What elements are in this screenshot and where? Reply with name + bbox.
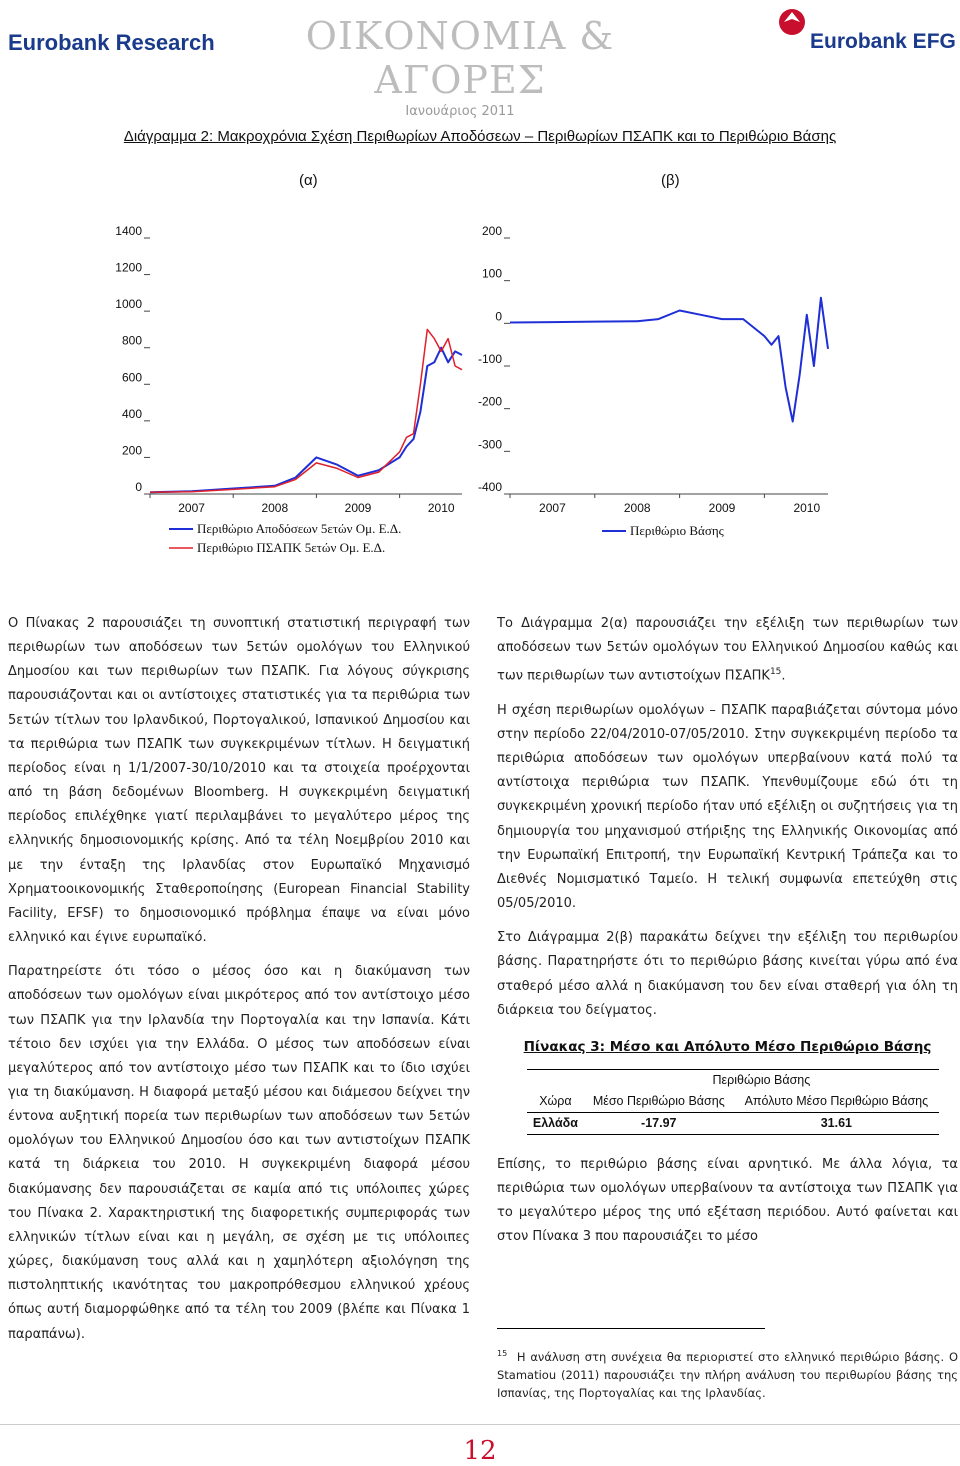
y-tick-label: -200: [477, 394, 502, 409]
newsletter-header: [225, 14, 695, 119]
eurobank-research-logo: Eurobank Research: [8, 30, 215, 55]
x-tick-label: 2010: [427, 501, 455, 512]
legend-a: [165, 518, 465, 562]
footer-rule: [0, 1424, 960, 1425]
x-tick-label: 2008: [261, 501, 289, 512]
y-tick-label: 400: [121, 406, 142, 421]
eurobank-efg-logo: [778, 8, 958, 68]
legend-label-yield-spread: Περιθώριο Αποδόσεων 5ετών Ομ. Ε.Δ.: [197, 521, 402, 536]
legend-b: [598, 518, 798, 542]
table-cell-country: Ελλάδα: [527, 1112, 584, 1134]
page-number: 12: [463, 1436, 497, 1466]
right-paragraph-2: Η σχέση περιθωρίων ομολόγων – ΠΣΑΠΚ παραβιάζεται σύντομα μόνο στην περίοδο 22/04/2010-07/05/2010. Στην συγκεκριμένη περίοδο τα περιθώρια αποδόσεων των ομολόγων υπερβαίνουν κατά πολύ τα αντίστοιχα περιθώρια των ΠΣΑΠΚ. Υπενθυμίζουμε εδώ ότι τη συγκεκριμένη χρονική περίοδο ήταν υπό εξέλιξη οι συζητήσεις για τη δημιουργία του μηχανισμού στήριξης της Ελληνικής Οικονομίας από την Ευρωπαϊκή Επιτροπή, την Ευρωπαϊκή Κεντρική Τράπεζα και το Διεθνές Νομισματικό Ταμείο. Η τελική συμφωνία επετεύχθη στις 05/05/2010.: [497, 702, 958, 912]
table-row: [527, 1112, 939, 1134]
y-tick-label: -400: [477, 480, 502, 494]
y-tick-label: 200: [481, 224, 502, 238]
figure-label-b: (β): [661, 172, 680, 189]
right-text-column: [497, 612, 958, 1260]
x-tick-label: 2008: [623, 501, 651, 512]
y-tick-label: 200: [121, 443, 142, 458]
footnote-rule: [497, 1328, 765, 1329]
left-paragraph-2: Παρατηρείστε ότι τόσο ο μέσος όσο και η διακύμανση των αποδόσεων των ομολόγων είναι μικρότερος από τον αντίστοιχο μέσο των ΠΣΑΠΚ για την Ιρλανδία την Πορτογαλία και την Ισπανία. Κάτι τέτοιο δεν ισχύει για την Ελλάδα. Ο μέσος των αποδόσεων είναι μεγαλύτερος από τον αντίστοιχο μέσο των ΠΣΑΠΚ και το ίδιο ισχύει για τη διακύμανση. Η διαφορά μεταξύ μέσου και διάμεσου δείχνει την έντονα αυξητική πορεία των περιθωρίων των αποδόσεων των 5ετών ομολόγων του Ελληνικού Δημοσίου όσο και των αντιστοίχων ΠΣΑΠΚ κατά τη διάρκεια του 2010. Η συγκεκριμένη διαφορά μέσου διακύμανσης δεν παρουσιάζεται σε καμία από τις υπόλοιπες χώρες του Πίνακα 2. Χαρακτηριστική της διαφορετικής συμπεριφοράς των ελληνικών τίτλων είναι και η μεγάλη, σε σχέση με τις υπόλοιπες χώρες, διακύμανση τους αλλά και η χαμηλότερη αξιολόγηση της πιστοληπτικής ικανότητας του μακροπρόθεσμου ελληνικού χρέους όπως αυτή διαμορφώθηκε από τα τέλη του 2009 (βλέπε και Πίνακα 1 παραπάνω).: [8, 964, 470, 1342]
x-tick-label: 2007: [539, 501, 566, 512]
x-tick-label: 2009: [708, 501, 736, 512]
table-header-abs-mean: Απόλυτο Μέσο Περιθώριο Βάσης: [744, 1093, 929, 1108]
series-line-1-0: [510, 298, 828, 422]
y-tick-label: 0: [135, 480, 142, 494]
chart-b-basis: [470, 222, 840, 512]
right-paragraph-1-text: Το Διάγραμμα 2(α) παρουσιάζει την εξέλιξη των περιθωρίων των αποδόσεων των 5ετών ομολόγων του Ελληνικού Δημοσίου καθώς και των περιθωρίων των αντιστοίχων ΠΣΑΠΚ: [497, 616, 958, 684]
footnote-text: Η ανάλυση στη συνέχεια θα περιοριστεί στο ελληνικό περιθώριο βάσης. Ο Stamatiou (2011) παρουσιάζει την πλήρη ανάλυση του περιθωρίου βάσης της Ισπανίας, της Πορτογαλίας και της Ιρλανδίας.: [497, 1349, 959, 1400]
legend-label-cds-spread: Περιθώριο ΠΣΑΠΚ 5ετών Ομ. Ε.Δ.: [197, 540, 386, 555]
left-text-column: [8, 612, 470, 1357]
y-tick-label: 1400: [115, 224, 142, 238]
x-tick-label: 2009: [344, 501, 372, 512]
table-cell-abs-mean: 31.61: [734, 1112, 939, 1134]
y-tick-label: 1000: [115, 297, 142, 312]
table-header-mean: Μέσο Περιθώριο Βάσης: [592, 1093, 725, 1108]
figure-title: Διάγραμμα 2: Μακροχρόνια Σχέση Περιθωρίων Αποδόσεων – Περιθωρίων ΠΣΑΠΚ και το Περιθώριο Βάσης: [123, 128, 837, 145]
footnote-number: 15: [497, 1349, 508, 1358]
table-3: [527, 1069, 939, 1135]
footnote-ref: 15: [769, 667, 782, 678]
issue-date: Ιανουάριος 2011: [405, 104, 515, 119]
footnote: [497, 1345, 958, 1402]
y-tick-label: 600: [121, 370, 142, 385]
right-paragraph-3: Στο Διάγραμμα 2(β) παρακάτω δείχνει την εξέλιξη του περιθωρίου βάσης. Παρατηρήστε ότι το περιθώριο βάσης κινείται γύρω από ένα σταθερό μέσο αλλά η διακύμανση του δεν είναι σταθερή για όλη τη διάρκεια του δείγματος.: [497, 930, 958, 1018]
legend-label-basis: Περιθώριο Βάσης: [630, 523, 724, 538]
eurobank-efg-wordmark: Eurobank EFG: [810, 30, 956, 53]
right-paragraph-1-end: .: [781, 668, 786, 684]
y-tick-label: 100: [481, 266, 502, 281]
right-paragraph-1: [497, 612, 958, 689]
y-tick-label: 1200: [115, 260, 142, 275]
left-paragraph-1: Ο Πίνακας 2 παρουσιάζει τη συνοπτική στατιστική περιγραφή των περιθωρίων των αποδόσεων των 5ετών ομολόγων του Ελληνικού Δημοσίου και των περιθωρίων των ΠΣΑΠΚ. Για λόγους σύγκρισης παρουσιάζονται και οι αντίστοιχες στατιστικές για τα περιθώρια των 5ετών τίτλων του Ιρλανδικού, Πορτογαλικού, Ισπανικού Δημοσίου και τα περιθώρια των ΠΣΑΠΚ των συγκεκριμένων τίτλων. Η δειγματική περίοδος είναι η 1/1/2007-30/10/2010 και τα στοιχεία προέρχονται από τη βάση δεδομένων Bloomberg. Η συγκεκριμένη δειγματική περίοδος επιλέχθηκε γιατί περιλαμβάνει το μεγαλύτερο μέρος της ελληνικής δημοσιονομικής κρίσης. Από τα τέλη Νοεμβρίου 2010 και με την ένταξη της Ιρλανδίας στον Ευρωπαϊκό Μηχανισμό Χρηματοοικονομικής Σταθεροποίησης (European Financial Stability Facility, EFSF) το δημοσιονομικό πρόβλημα έπαψε να είναι μόνο ελληνικό και έγινε ευρωπαϊκό.: [8, 616, 470, 946]
table-3-title: Πίνακας 3: Μέσο και Απόλυτο Μέσο Περιθώριο Βάσης: [523, 1038, 932, 1055]
right-paragraph-4: Επίσης, το περιθώριο βάσης είναι αρνητικό. Με άλλα λόγια, τα περιθώρια των ομολόγων υπερβαίνουν τα αντίστοιχα των ΠΣΑΠΚ για το μεγαλύτερο μέρος της υπό εξέταση περιόδου. Αυτό φαίνεται και στον Πίνακα 3 που παρουσιάζει το μέσο: [497, 1156, 958, 1245]
x-tick-label: 2007: [178, 501, 205, 512]
x-tick-label: 2010: [793, 501, 821, 512]
newsletter-title: ΟΙΚΟΝΟΜΙΑ & ΑΓΟΡΕΣ: [305, 14, 615, 102]
y-tick-label: -100: [477, 352, 502, 366]
chart-a-spreads: [100, 222, 470, 512]
table-group-header: Περιθώριο Βάσης: [584, 1069, 939, 1091]
y-tick-label: 0: [495, 309, 502, 324]
y-tick-label: 800: [121, 333, 142, 348]
table-header-country: Χώρα: [539, 1093, 572, 1108]
figure-label-a: (α): [299, 172, 318, 189]
y-tick-label: -300: [477, 437, 502, 452]
table-cell-mean: -17.97: [584, 1112, 734, 1134]
